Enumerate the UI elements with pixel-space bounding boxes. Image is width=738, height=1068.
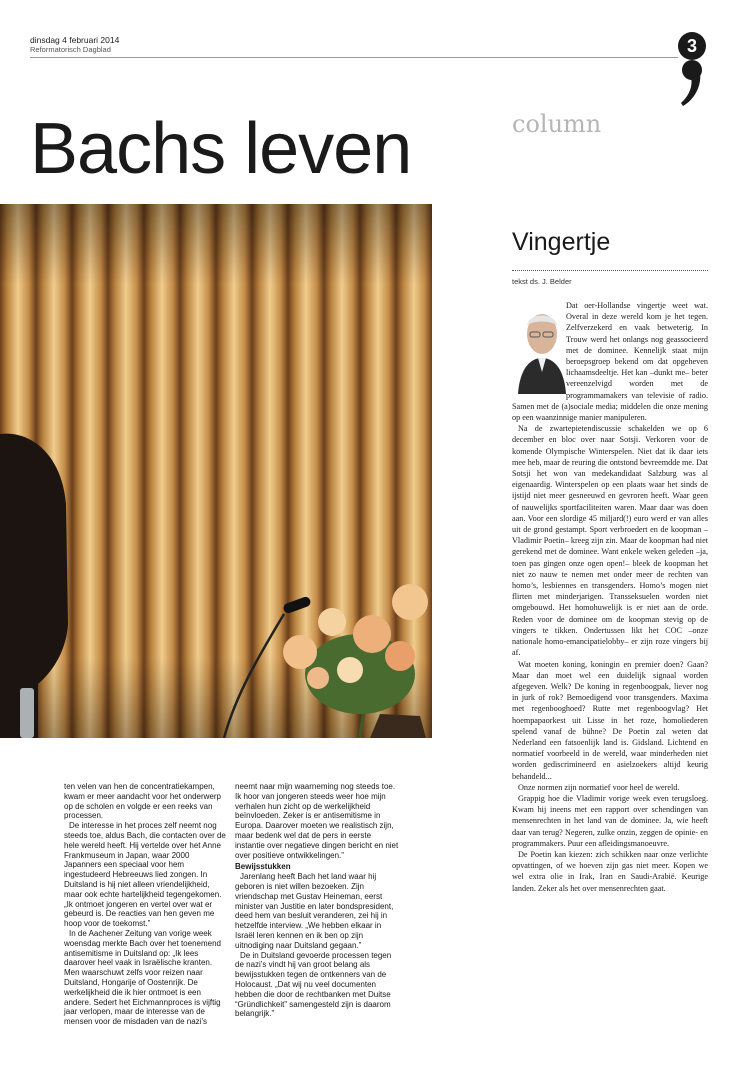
page-number-badge: 3 <box>678 32 706 60</box>
article-paragraph: Jarenlang heeft Bach het land waar hij geboren is niet willen bezoeken. Zijn vriendschap met Gustav Heineman, eerst minister van Justitie en later bondspresident, deed hem van besluit veranderen, zei hij in hetzelfde interview. „We hebben elkaar in Israël leren kennen en ik ben op zijn uitnodiging naar Duitsland gegaan.” <box>235 872 394 950</box>
article-paragraph: In de Aachener Zeitung van vorige week woensdag merkte Bach over het toenemend antisemitisme in Duitsland op: „Ik lees daarover heel vaak in Israëlische kranten. Men waarschuwt zelfs voor reizen naar Duitsland, Hongarije of Oostenrijk. De werkelijkheid die ik hier ontmoet is een andere. Sedert het Eichmannproces is vijftig jaar verlopen, maar de interesse van de mensen voor de misdaden van de nazi’s <box>64 928 221 1027</box>
article-column-2 <box>235 782 399 1019</box>
column-author: tekst ds. J. Belder <box>512 277 572 286</box>
article-title: Bachs leven <box>30 109 412 189</box>
article-paragraph: De interesse in het proces zelf neemt nog steeds toe, aldus Bach, die contacten over de hele wereld heeft. Hij vertelde over het Anne Frankmuseum in Japan, waar 2000 Japanners een speciaal voor hem ingestudeerd Hebreeuws lied zongen. In Duitsland is hij niet alleen vriendelijkheid, maar ook echte hartelijkheid tegengekomen. „Ik ontmoet jongeren en vertel over wat er gebeurd is. De reacties van hen geven me hoop voor de toekomst.” <box>64 821 226 929</box>
article-paragraph: neemt naar mijn waarneming nog steeds toe. Ik hoor van jongeren steeds weer hoe mijn verhalen hun zicht op de werkelijkheid beïnvloeden. Zeker is er antisemitisme in Europa. Daarover moeten we realistisch zijn, maar bedenk wel dat de pers in eerste instantie over negatieve dingen bericht en niet over positieve ontwikkelingen.” <box>235 782 399 860</box>
article-photo <box>0 204 432 738</box>
header-paper-name: Reformatorisch Dagblad <box>30 45 111 54</box>
column-paragraph: Onze normen zijn normatief voor heel de wereld. <box>518 782 680 792</box>
column-title-divider <box>512 270 708 271</box>
article-subheading: Bewijsstukken <box>235 862 291 872</box>
column-paragraph: Na de zwartepietendiscussie schakelden we op 6 december en bloc over naar Sotsji. Verkoren voor de komende Olympische Winterspelen. Niet dat ik daar iets mee heb, maar de reuring die ontstond bevreemdde me. Dat Sotsji het won van medekandidaat Salzburg was al eigenaardig. Winterspelen op een plaats waar het sinds de ijstijd niet meer gesneeuwd en gevroren heeft. Waar geen of nauwelijks sportfaciliteiten waren. Maar daar was doen aan. Voor een slordige 45 miljard(!) euro werd er van alles uit de grond gestampt. Sport verbroedert en de koopman –Vladimir Poetin– kreeg zijn zin. Maar de koopman had niet gerekend met de dominee. Want enkele weken geleden –ja, toen pas gingen onze ogen open!– bleek de koopman het niet zo nauw te nemen met onder meer de rechten van homo’s, lesbiennes en transgenders. Homo’s mogen niet flirten met minderjarigen. Transseksuelen worden niet omgebouwd. Het homohuwelijk is er niet aan de orde. Reden voor de dominee om de koopman stevig op de vingers te tikken. Ondertussen likt het COC –onze nationale homo-emancipatielobby– er zijn roze vingers bij af. <box>512 424 708 658</box>
comma-logo-icon <box>680 58 704 108</box>
header-date: dinsdag 4 februari 2014 <box>30 35 120 45</box>
column-paragraph: Grappig hoe die Vladimir vorige week even terugsloeg. Kwam hij ineens met een rapport over schendingen van mensenrechten in het land van de dominee. Ja, wie heeft daar van terug? Negeren, zulke onzin, zeggen de opinie- en programmakers. Puur een afleidingsmanoeuvre. <box>512 793 708 848</box>
column-paragraph: De Poetin kan kiezen: zich schikken naar onze verlichte opvattingen, of we hoeven zijn gas niet meer. Kopen we wel extra olie in Irak, Iran en Saudi-Arabië. Keurige landen. Zeker als het over mensenrechten gaat. <box>512 849 708 893</box>
section-label: column <box>512 110 602 138</box>
article-paragraph: De in Duitsland gevoerde processen tegen de nazi’s vindt hij van groot belang als bewijsstukken tegen de ontkenners van de Holocaust. „Dat wij nu veel documenten hebben die door de rechtbanken met Duitse “Gründlichkeit” samengesteld zijn is daarom belangrijk.” <box>235 950 392 1019</box>
article-column-1 <box>64 782 226 1027</box>
article-paragraph: ten velen van hen de concentratiekampen, kwam er meer aandacht voor het onderwerp op de scholen en volgde er een reeks van processen. <box>64 782 221 821</box>
author-portrait <box>512 300 566 394</box>
header-divider <box>30 57 678 58</box>
column-body <box>512 300 708 894</box>
column-title: Vingertje <box>512 228 611 256</box>
column-paragraph: Wat moeten koning, koningin en premier doen? Gaan? Maar dan moet wel een duidelijk signaal worden afgegeven. Welk? De koning in regenboogpak, liever nog in jurk of rok? Bemoedigend voor transgenders. Maxima met regenbooghoed? Rutte met regenboogvlag? Het hoempapaorkest uit Lisse in het roze, homoliederen spelend vanaf de bühne? De Poetin zal weten dat Nederland een fatsoenlijk land is. Gidsland. Lichtend en normatief voorbeeld in de wereld, waar minderheden niet worden gediscrimineerd en asielzoekers altijd keurig behandeld... <box>512 659 708 781</box>
column-paragraph: Dat oer-Hollandse vingertje weet wat. Overal in deze wereld kom je het tegen. Zelfverzekerd en vaak betweterig. In Trouw werd het onlangs nog geassocieerd met de dominee. Kennelijk staat mijn beroepsgroep bekend om dat opgeheven lichaamsdeeltje. Het kan –dunkt me– beter vereenzelvigd worden met de programmamakers van televisie of radio. Samen met de (a)sociale media; middelen die onze mening op een waanzinnige manier manipuleren. <box>512 301 708 423</box>
